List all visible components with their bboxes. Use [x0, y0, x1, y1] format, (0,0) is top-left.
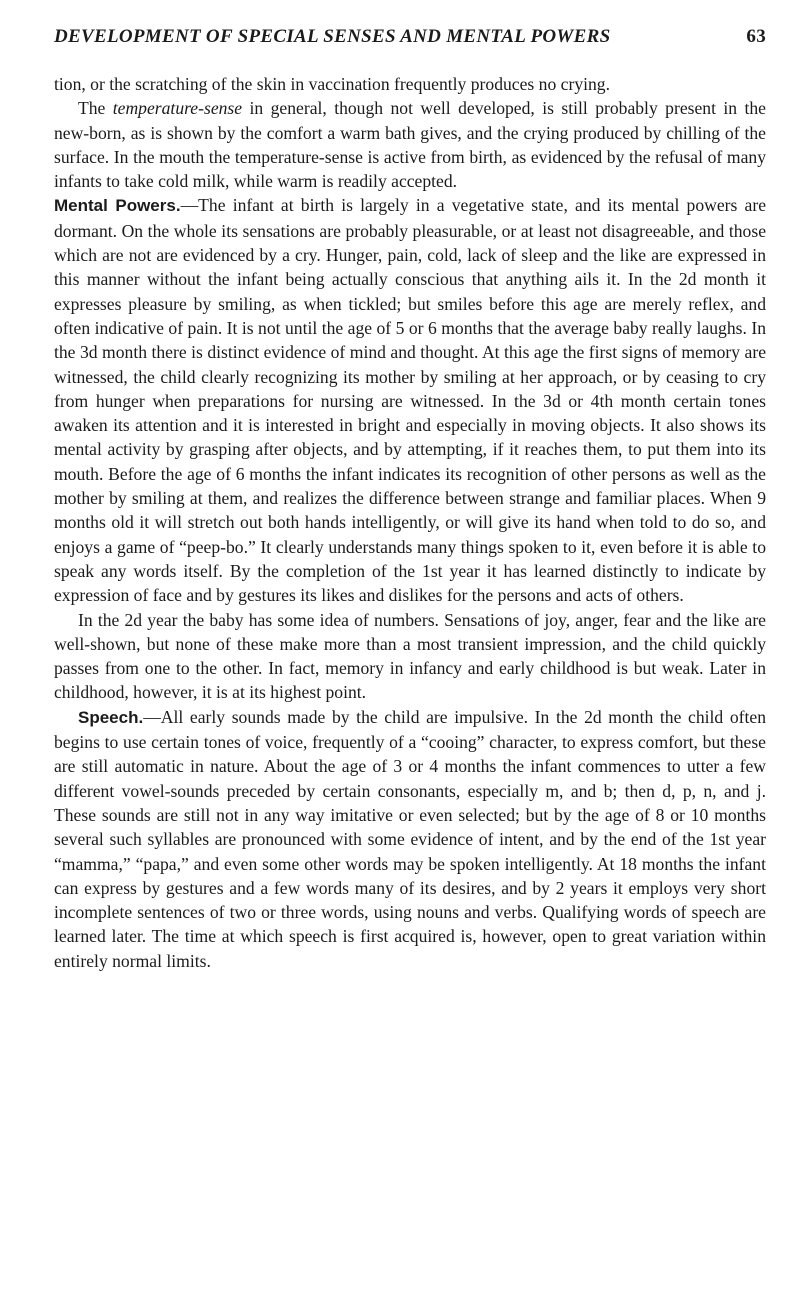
paragraph-speech: [54, 705, 766, 973]
paragraph-mental-powers: [54, 193, 766, 607]
body-text: [54, 72, 766, 973]
temperature-sense-term: temperature-sense: [112, 98, 243, 119]
paragraph-lead: The: [78, 98, 113, 119]
running-head: [54, 26, 766, 56]
page-number: 63: [746, 26, 766, 47]
paragraph-body: —The infant at birth is largely in a vegetative state, and its mental powers are dormant. On the whole its sensations are probably pleasurable, or at least not disagreeable, and those which are not are evidenced by a cry. Hunger, pain, cold, lack of sleep and the like are expressed in this manner without the infant being actually conscious that anything ails it. In the 2d month it expresses pleasure by smiling, as when tickled; but smiles before this age are merely reflex, and often indicative of pain. It is not until the age of 5 or 6 months that the average baby really laughs. In the 3d month there is distinct evidence of mind and thought. At this age the first signs of memory are witnessed, the child clearly recognizing its mother by smiling at her approach, or by ceasing to cry from hunger when preparations for nursing are witnessed. In the 3d or 4th month certain tones awaken its attention and it is interested in bright and especially in moving objects. It also shows its mental activity by grasping after objects, and by attempting, if it reaches them, to put them into its mouth. Before the age of 6 months the infant indicates its recognition of other persons as well as the mother by smiling at them, and realizes the difference between strange and familiar places. When 9 months old it will stretch out both hands intelligently, or will give its hand when told to do so, and enjoys a game of “peep-bo.” It clearly understands many things spoken to it, even before it is able to speak any words itself. By the completion of the 1st year it has learned distinctly to indicate by expression of face and by gestures its likes and dislikes for the persons and acts of others.: [54, 195, 766, 606]
paragraph-body: in general, though not well developed, is still probably present in the new-born, as is shown by the comfort a warm bath gives, and the crying produced by chilling of the surface. In the mouth the temperature-sense is active from birth, as evidenced by the refusal of many infants to take cold milk, while warm is readily accepted.: [54, 98, 766, 192]
speech-heading: Speech.: [78, 707, 144, 727]
paragraph-vaccination: tion, or the scratching of the skin in vaccination frequently produces no crying.: [54, 74, 610, 94]
paragraph-temperature-sense: [54, 96, 766, 193]
mental-powers-heading: Mental Powers.: [54, 196, 181, 216]
paragraph-body: —All early sounds made by the child are impulsive. In the 2d month the child often begins to use certain tones of voice, frequently of a “cooing” character, to express comfort, but these are still automatic in nature. About the age of 3 or 4 months the infant commences to utter a few different vowel-sounds preceded by certain consonants, especially m, and b; then d, p, n, and j. These sounds are still not in any way imitative or even selected; but by the age of 8 or 10 months several such syllables are pronounced with some evidence of intent, and by the end of the 1st year “mamma,” “papa,” and even some other words may be spoken intelligently. At 18 months the infant can express by gestures and a few words many of its desires, and by 2 years it employs very short incomplete sentences of two or three words, using nouns and verbs. Qualifying words of speech are learned later. The time at which speech is first acquired is, however, open to great variation within entirely normal limits.: [54, 706, 766, 971]
running-title: DEVELOPMENT OF SPECIAL SENSES AND MENTAL POWERS: [54, 26, 611, 47]
book-page: [54, 26, 766, 973]
paragraph-second-year: In the 2d year the baby has some idea of numbers. Sensations of joy, anger, fear and the like are well-shown, but none of these make more than a most transient impression, and the child quickly passes from one to the other. In fact, memory in infancy and early childhood is but weak. Later in childhood, however, it is at its highest point.: [54, 609, 766, 703]
